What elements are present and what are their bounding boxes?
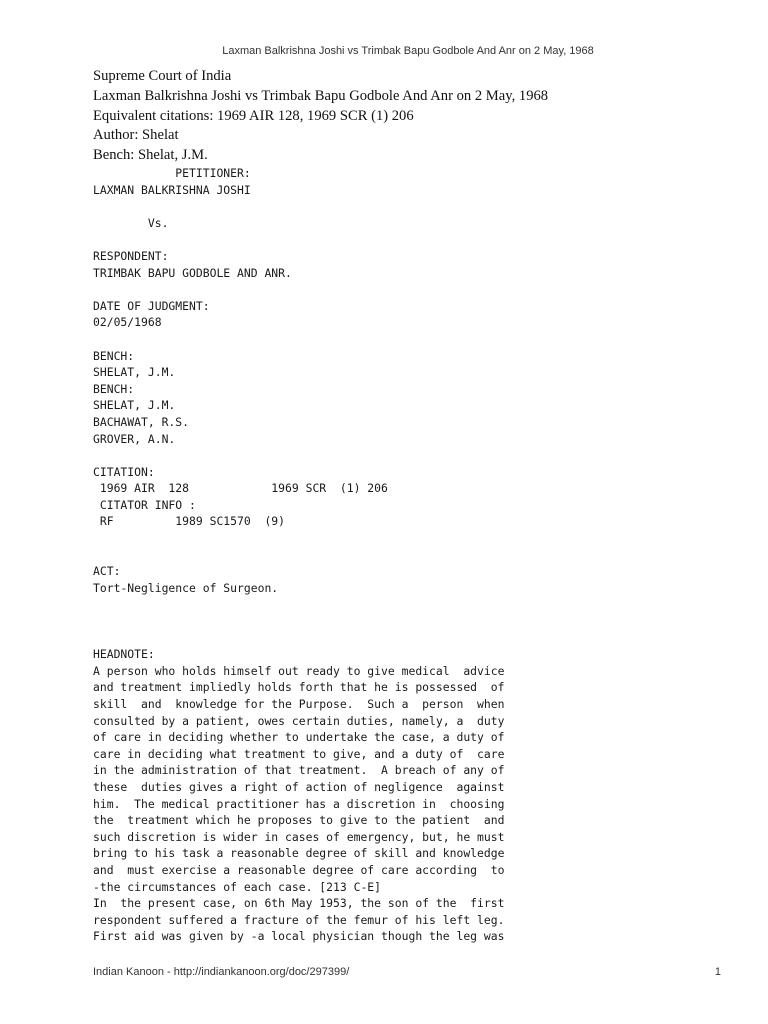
- equivalent-citations: Equivalent citations: 1969 AIR 128, 1969 SCR (1) 206: [93, 107, 414, 124]
- bench-line: Bench: Shelat, J.M.: [93, 147, 208, 164]
- footer-source: Indian Kanoon - http://indiankanoon.org/doc/297399/: [93, 966, 350, 978]
- page-number: 1: [714, 966, 721, 978]
- running-header: Laxman Balkrishna Joshi vs Trimbak Bapu Godbole And Anr on 2 May, 1968: [222, 45, 594, 57]
- judgment-text: PETITIONER: LAXMAN BALKRISHNA JOSHI Vs. RESPONDENT: TRIMBAK BAPU GODBOLE AND ANR. DATE OF JUDGMENT: 02/05/1968 BENCH: SHELAT, J.M. BENCH: SHELAT, J.M. BACHAWAT, R.S. GROVER, A.N. CITATION: 1969 AIR 128 1969 SCR (1) 206 CITATOR INFO : RF 1989 SC1570 (9) ACT: Tort-Negligence of Surgeon. HEADNOTE: A person who holds himself out ready to give medical advice and treatment impliedly holds forth that he is possessed of skill and knowledge for the Purpose. Such a person when consulted by a patient, owes certain duties, namely, a duty of care in deciding whether to undertake the case, a duty of care in deciding what treatment to give, and a duty of care in the administration of that treatment. A breach of any of these duties gives a right of action of negligence against him. The medical practitioner has a discretion in choosing the treatment which he proposes to give to the patient and such discretion is wider in cases of emergency, but, he must bring to his task a reasonable degree of skill and knowledge and must exercise a reasonable degree of care according to -the circumstances of each case. [213 C-E] In the present case, on 6th May 1953, the son of the first respondent suffered a fracture of the femur of his left leg. First aid was given by -a local physician though the leg was: [93, 166, 505, 944]
- author-line: Author: Shelat: [93, 127, 179, 144]
- court-name: Supreme Court of India: [93, 68, 232, 84]
- document-title: Laxman Balkrishna Joshi vs Trimbak Bapu Godbole And Anr on 2 May, 1968: [93, 87, 549, 104]
- document-meta: [93, 67, 548, 166]
